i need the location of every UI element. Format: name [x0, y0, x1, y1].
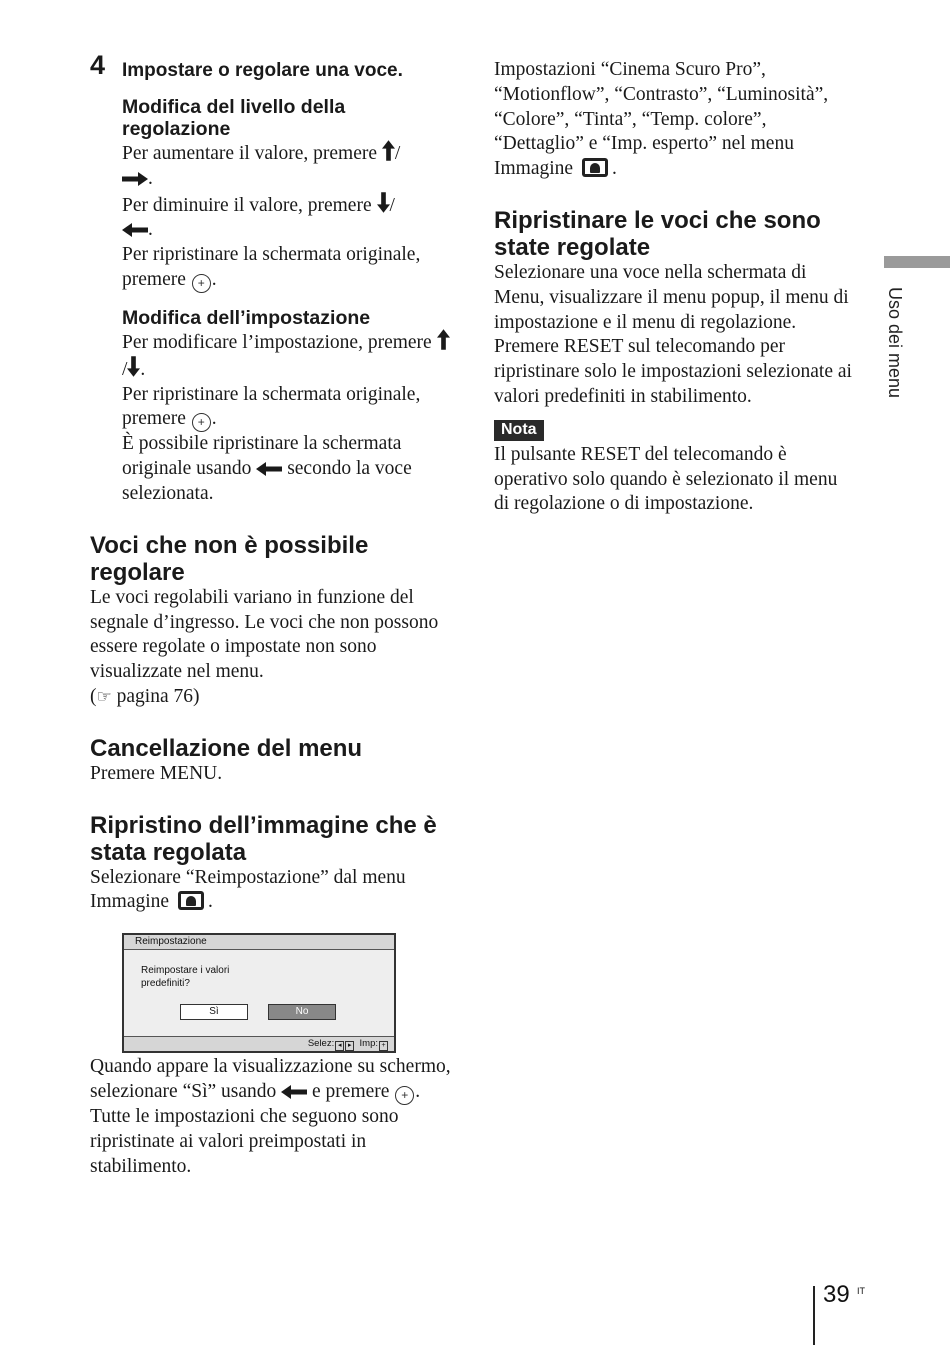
voci-body: Le voci regolabili variano in funzione del segnale d’ingresso. Le voci che non possono essere regolate o impostate non sono visualizzate nel menu.	[90, 586, 439, 683]
picture-menu-icon	[582, 158, 608, 177]
arrow-up-icon	[437, 329, 450, 350]
osd-no-button[interactable]: No	[268, 1004, 336, 1020]
step-title: Impostare o regolare una voce.	[122, 60, 403, 81]
after-text-1: Quando appare la visualizzazione su schermo, selezionare “Sì” usando	[90, 1056, 451, 1102]
arrow-left-icon	[256, 462, 282, 476]
page-language: IT	[857, 1286, 865, 1296]
step-4: 4 Impostare o regolare una voce. Modifica del livello della regolazione Per aumentare il valore, premere / . Per diminuire il valore, premere / . Per ripristinare la schermata originale, premere + . Modifica dell’impostazione Per modificare l’impostazione, premere / . Per ripristinare la schermata originale, premere + . È possibile ripristinare la schermata originale usando secondo la voce selezionata.	[90, 52, 452, 507]
arrow-right-icon: ▸	[345, 1041, 354, 1051]
page-ref: pagina 76	[116, 685, 193, 707]
after-text-2: Tutte le impostazioni che seguono sono ripristinate ai valori preimpostati in stabilimento.	[90, 1105, 399, 1177]
page-number: 39	[823, 1281, 850, 1308]
text-aumentare: Per aumentare il valore, premere	[122, 143, 377, 164]
text-ripristinare-1: Per ripristinare la schermata originale, premere	[122, 244, 421, 290]
arrow-up-icon	[382, 140, 395, 161]
sub-title-impostazione: Modifica dell’impostazione	[122, 306, 371, 329]
text-possibile: È possibile ripristinare la schermata originale usando	[122, 433, 402, 480]
arrow-left-icon	[281, 1085, 307, 1099]
osd-footer	[124, 1036, 394, 1051]
arrow-left-icon: ◂	[335, 1041, 344, 1051]
picture-menu-icon	[178, 891, 204, 910]
osd-yes-button[interactable]: Sì	[180, 1004, 248, 1020]
section-title-ripristino: Ripristino dell’immagine che è stata regolata	[90, 811, 437, 866]
right-p1: Selezionare una voce nella schermata di Menu, visualizzare il menu popup, il menu di impostazione e il menu di regolazione.	[494, 261, 849, 333]
arrow-down-icon	[127, 356, 140, 377]
cancel-body: Premere MENU.	[90, 762, 223, 784]
section-title-ripristinare: Ripristinare le voci che sono state regolate	[494, 206, 821, 261]
osd-title: Reimpostazione	[124, 935, 394, 950]
sidebar-tab-bar	[884, 256, 950, 268]
ripristino-body: Selezionare “Reimpostazione” dal menu Immagine	[90, 866, 406, 913]
text-diminuire: Per diminuire il valore, premere	[122, 194, 372, 216]
enter-circle-icon: +	[192, 274, 211, 293]
osd-message: Reimpostare i valori predefiniti?	[141, 965, 230, 990]
text-modificare: Per modificare l’impostazione, premere	[122, 331, 432, 353]
nota-badge: Nota	[494, 420, 544, 441]
osd-footer-select: Selez:	[307, 1038, 335, 1050]
right-intro: Impostazioni “Cinema Scuro Pro”, “Motionflow”, “Contrasto”, “Luminosità”, “Colore”, “Tinta”, “Temp. colore”, “Dettaglio” e “Imp. esperto” nel menu Immagine	[494, 59, 829, 180]
page-number-divider	[813, 1286, 815, 1345]
sub-title-livello: Modifica del livello della regolazione	[122, 96, 346, 140]
after-text-1b: e premere	[312, 1080, 390, 1102]
text-secondo: secondo la voce selezionata.	[122, 458, 412, 504]
arrow-right-icon	[122, 172, 148, 186]
arrow-left-icon	[122, 223, 148, 237]
section-title-cancellazione: Cancellazione del menu	[90, 734, 363, 762]
step-number: 4	[90, 50, 106, 80]
osd-footer-imp: Imp:	[359, 1038, 378, 1050]
sidebar-label: Uso dei menu	[885, 287, 905, 399]
nota-text: Il pulsante RESET del telecomando è operativo solo quando è selezionato il menu di regolazione o di impostazione.	[494, 443, 838, 515]
arrow-down-icon	[377, 192, 390, 213]
enter-circle-icon: +	[192, 413, 211, 432]
right-p2: Premere RESET sul telecomando per ripristinare solo le impostazioni selezionate ai valori predefiniti in stabilimento.	[494, 336, 852, 407]
section-title-voci: Voci che non è possibile regolare	[90, 531, 369, 586]
osd-reset-dialog	[122, 933, 396, 1053]
finger-pointer-icon: ☞	[96, 686, 112, 707]
text-ripristinare-2: Per ripristinare la schermata originale, premere	[122, 383, 421, 430]
enter-circle-icon: +	[395, 1086, 414, 1105]
enter-icon: +	[379, 1041, 388, 1051]
